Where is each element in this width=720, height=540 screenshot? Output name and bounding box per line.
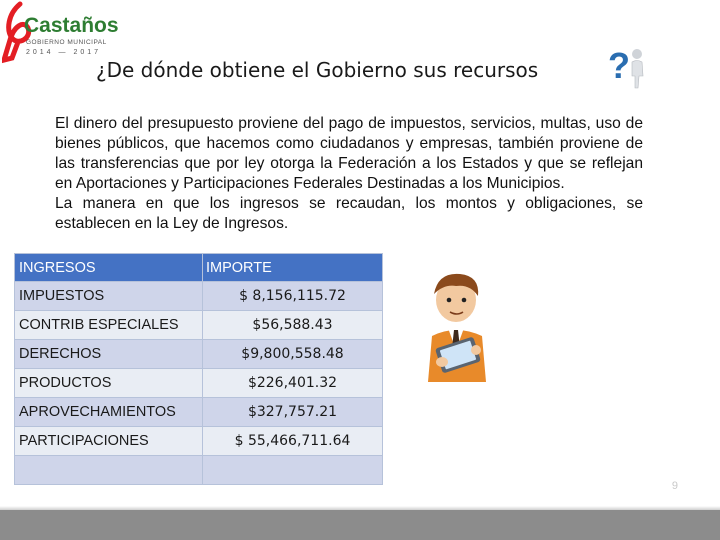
table-row [15,369,383,398]
row-label: PARTICIPACIONES [15,427,203,456]
slide-title: ¿De dónde obtiene el Gobierno sus recursos [96,58,539,82]
row-amount: $ 8,156,115.72 [203,282,383,311]
svg-text:?: ? [608,45,630,86]
table-row [15,456,383,485]
row-amount: $9,800,558.48 [203,340,383,369]
page-number: 9 [671,480,678,492]
body-text [55,114,643,234]
header-importe: IMPORTE [203,254,383,282]
question-mark-person-icon [604,40,648,90]
row-amount: $ 55,466,711.64 [203,427,383,456]
table-row [15,311,383,340]
row-amount [203,456,383,485]
paragraph-2: La manera en que los ingresos se recaudan, los montos y obligaciones, se establecen en la Ley de Ingresos. [55,195,643,232]
logo-years: 2014 — 2017 [26,49,102,56]
row-label: DERECHOS [15,340,203,369]
row-label [15,456,203,485]
row-amount: $327,757.21 [203,398,383,427]
table-header-row [15,254,383,282]
table-row [15,340,383,369]
row-label: APROVECHAMIENTOS [15,398,203,427]
revenue-table [14,253,383,485]
row-label: CONTRIB ESPECIALES [15,311,203,340]
row-label: IMPUESTOS [15,282,203,311]
row-amount: $56,588.43 [203,311,383,340]
paragraph-1: El dinero del presupuesto proviene del pago de impuestos, servicios, multas, uso de bienes públicos, que hacemos como ciudadanos y empresas, también proviene de las transferencias que por ley otorga la Federación a los Estados y que se reflejan en Aportaciones y Participaciones Federales Destinadas a los Municipios. [55,115,643,192]
table-row [15,427,383,456]
logo-tagline: GOBIERNO MUNICIPAL [26,39,107,46]
row-amount: $226,401.32 [203,369,383,398]
row-label: PRODUCTOS [15,369,203,398]
table-row [15,282,383,311]
header-ingresos: INGRESOS [15,254,203,282]
logo-name: Castaños [24,14,119,37]
table-row [15,398,383,427]
businessman-tablet-illustration [404,270,508,384]
footer-bar [0,510,720,540]
